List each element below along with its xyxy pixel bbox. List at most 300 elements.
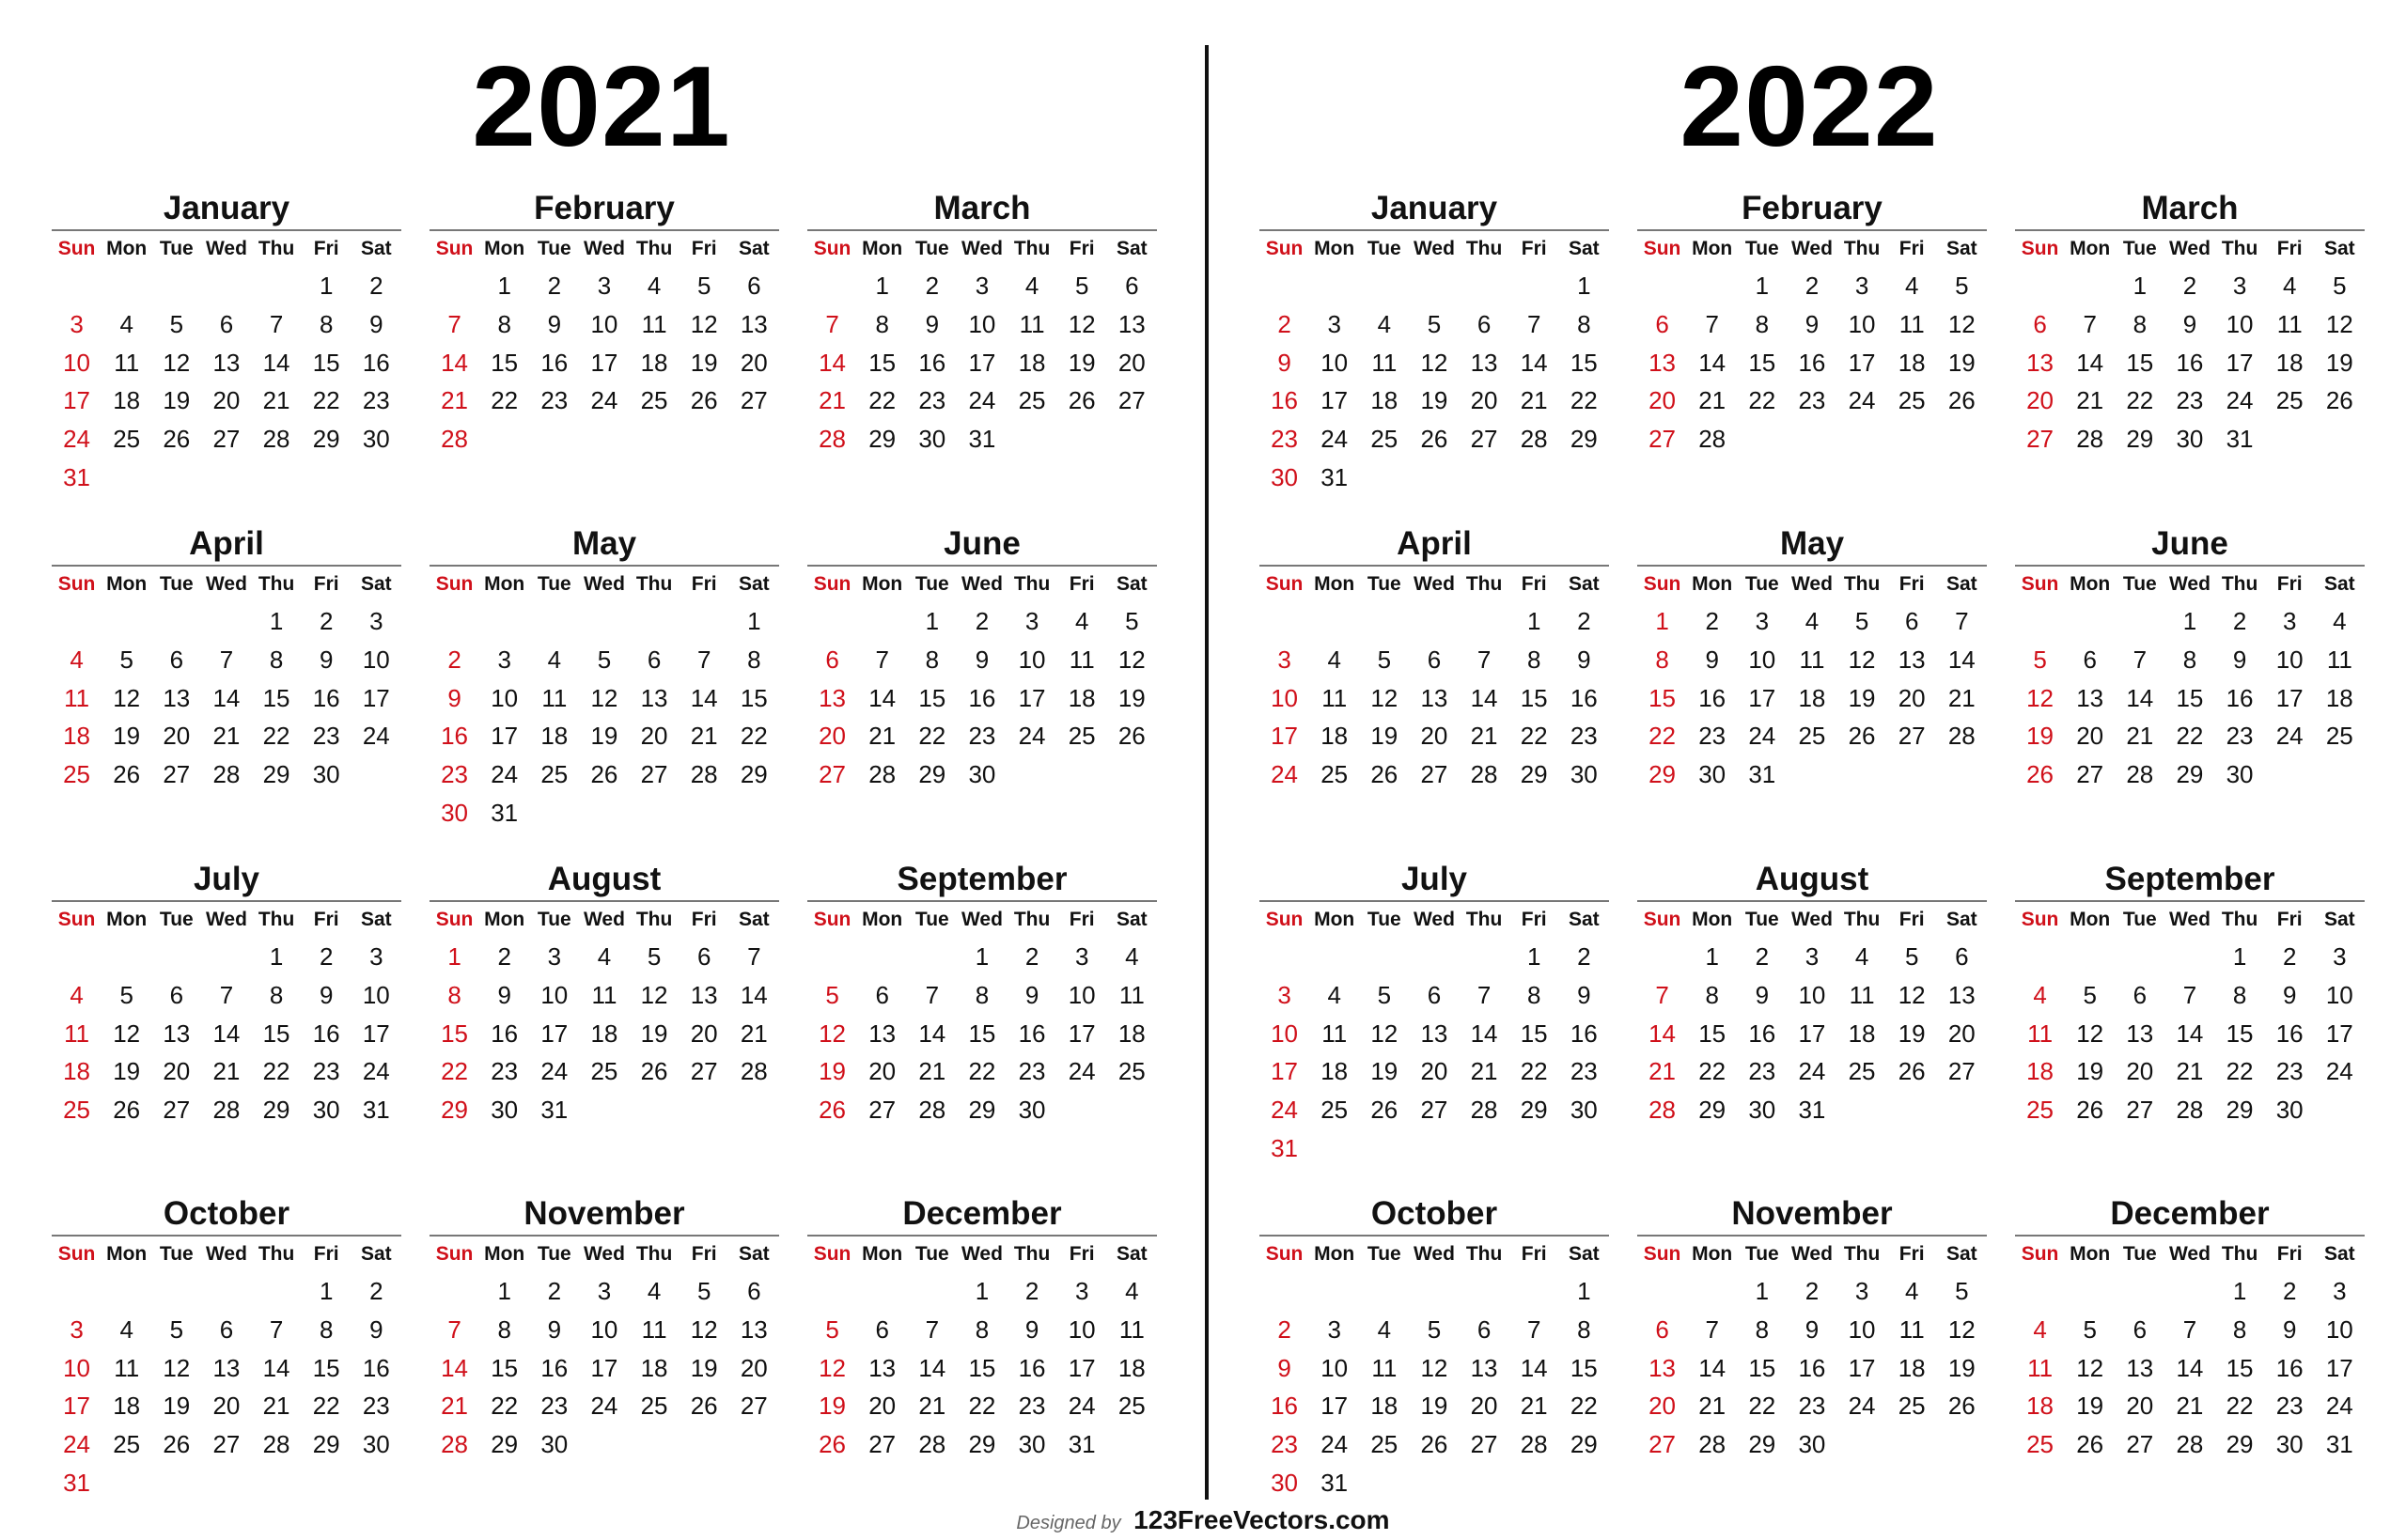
day-cell: 28 — [1648, 1096, 1677, 1125]
month-name: February — [534, 190, 675, 226]
week-row — [430, 1387, 779, 1425]
week-row — [52, 344, 401, 382]
weekday-label: Mon — [1314, 909, 1355, 930]
weekday-label: Sat — [1116, 573, 1148, 595]
empty-day — [1259, 602, 1309, 641]
day-cell: 23 — [312, 1057, 340, 1086]
day-cell: 15 — [312, 348, 340, 377]
weekday-label: Tue — [537, 909, 571, 930]
day-cell: 8 — [319, 1314, 334, 1344]
day-cell: 14 — [868, 683, 897, 712]
day-cell: 16 — [540, 1353, 569, 1382]
day-cell: 30 — [362, 425, 390, 454]
weekday-label: Sat — [1568, 238, 1600, 259]
day-cell: 30 — [1271, 1468, 1299, 1497]
day-cell: 24 — [1798, 1057, 1826, 1086]
weekday-header — [1259, 567, 1609, 602]
day-cell: 19 — [163, 1392, 191, 1421]
day-cell: 3 — [2333, 942, 2347, 971]
day-cell: 19 — [819, 1057, 847, 1086]
day-cell: 4 — [647, 272, 662, 300]
weekday-label: Fri — [691, 1243, 717, 1265]
year-title-2021: 2021 — [472, 42, 731, 170]
day-cell: 13 — [1470, 1353, 1498, 1382]
empty-day — [1887, 1425, 1937, 1464]
week-row — [52, 305, 401, 344]
day-cell: 5 — [1377, 980, 1392, 1009]
weekday-header — [2015, 1237, 2365, 1272]
day-cell: 21 — [262, 386, 290, 415]
day-cell: 14 — [212, 1019, 241, 1048]
day-cell: 8 — [497, 309, 511, 338]
weekday-label: Fri — [1521, 1243, 1547, 1265]
day-cell: 13 — [1898, 645, 1926, 674]
day-cell: 25 — [1370, 425, 1398, 454]
week-row — [1259, 641, 1609, 679]
weekday-label: Mon — [1692, 238, 1733, 259]
week-row — [1637, 1015, 1987, 1053]
day-cell: 11 — [541, 683, 568, 712]
weekday-label: Sun — [1643, 573, 1681, 595]
day-cell: 23 — [1798, 1392, 1826, 1421]
empty-day — [151, 602, 201, 641]
empty-day — [201, 938, 251, 976]
day-cell: 11 — [591, 980, 617, 1009]
day-cell: 24 — [540, 1057, 569, 1086]
weekday-header — [807, 1237, 1157, 1272]
weekday-label: Sat — [738, 573, 770, 595]
day-cell: 13 — [1470, 348, 1498, 377]
month-june-2021 — [807, 521, 1157, 794]
month-name: January — [1370, 190, 1498, 226]
day-cell: 16 — [1698, 683, 1726, 712]
week-row — [2015, 1425, 2365, 1464]
weekday-label: Sun — [813, 573, 851, 595]
day-cell: 30 — [1698, 760, 1726, 789]
day-cell: 17 — [1068, 1019, 1096, 1048]
day-cell: 10 — [1848, 309, 1876, 338]
empty-day — [579, 602, 629, 641]
day-cell: 31 — [968, 425, 996, 454]
weekday-label: Mon — [1692, 573, 1733, 595]
day-cell: 9 — [975, 645, 990, 674]
day-cell: 10 — [968, 309, 996, 338]
empty-day — [252, 1272, 302, 1311]
weekday-label: Thu — [1465, 1243, 1503, 1265]
day-cell: 3 — [1327, 309, 1341, 338]
day-cell: 9 — [1277, 348, 1291, 377]
weekday-label: Mon — [484, 1243, 525, 1265]
empty-day — [201, 267, 251, 305]
day-cell: 3 — [1074, 942, 1089, 971]
weekday-label: Mon — [1692, 909, 1733, 930]
day-cell: 23 — [491, 1057, 519, 1086]
month-march-2022 — [2015, 186, 2365, 459]
weekday-label: Sun — [57, 573, 96, 595]
day-cell: 22 — [491, 386, 519, 415]
day-cell: 13 — [212, 348, 241, 377]
weekday-label: Sun — [57, 238, 96, 259]
day-cell: 29 — [968, 1430, 996, 1459]
empty-day — [1637, 938, 1687, 976]
weekday-label: Sat — [360, 909, 392, 930]
day-cell: 28 — [1520, 425, 1548, 454]
day-cell: 24 — [1748, 722, 1776, 751]
day-cell: 2 — [2232, 607, 2247, 635]
week-row — [52, 602, 401, 641]
day-cell: 6 — [2133, 980, 2148, 1009]
month-name: January — [163, 190, 290, 226]
month-october-2022 — [1259, 1191, 1609, 1502]
day-cell: 9 — [319, 645, 334, 674]
weekday-label: Fri — [2276, 909, 2303, 930]
weekday-label: Sun — [1643, 1243, 1681, 1265]
weekday-label: Thu — [1465, 573, 1503, 595]
week-row — [2015, 755, 2365, 794]
empty-day — [1937, 1425, 1987, 1464]
weekday-label: Sun — [813, 909, 851, 930]
day-cell: 17 — [1848, 348, 1876, 377]
month-july-2021 — [52, 857, 401, 1129]
day-cell: 7 — [875, 645, 889, 674]
empty-day — [579, 794, 629, 832]
day-cell: 19 — [1370, 1057, 1398, 1086]
day-cell: 28 — [819, 425, 847, 454]
empty-day — [2164, 938, 2214, 976]
day-cell: 15 — [2226, 1019, 2254, 1048]
weekday-label: Tue — [914, 1243, 949, 1265]
day-cell: 1 — [2232, 1277, 2247, 1305]
weekday-label: Tue — [159, 238, 194, 259]
weekday-label: Tue — [537, 1243, 571, 1265]
weekday-label: Sun — [1643, 909, 1681, 930]
week-row — [1637, 976, 1987, 1015]
day-cell: 21 — [1470, 722, 1498, 751]
day-cell: 19 — [2076, 1057, 2104, 1086]
day-cell: 23 — [1570, 1057, 1598, 1086]
day-cell: 21 — [1520, 1392, 1548, 1421]
month-name: November — [523, 1195, 685, 1232]
day-cell: 4 — [119, 309, 133, 338]
weekday-label: Tue — [2122, 238, 2157, 259]
day-cell: 22 — [1520, 722, 1548, 751]
year-title-2022: 2022 — [1680, 42, 1939, 170]
day-cell: 3 — [1074, 1277, 1089, 1305]
day-cell: 31 — [63, 462, 91, 491]
day-cell: 6 — [219, 1314, 234, 1344]
day-cell: 3 — [1854, 1277, 1869, 1305]
day-cell: 18 — [63, 1057, 91, 1086]
day-cell: 10 — [2325, 980, 2353, 1009]
day-cell: 3 — [597, 272, 612, 300]
day-cell: 15 — [1748, 348, 1776, 377]
day-cell: 30 — [1748, 1096, 1776, 1125]
day-cell: 29 — [1748, 1430, 1776, 1459]
day-cell: 7 — [2083, 309, 2097, 338]
week-row — [2015, 717, 2365, 755]
day-cell: 25 — [2325, 722, 2353, 751]
empty-day — [1107, 1091, 1157, 1129]
day-cell: 5 — [597, 645, 612, 674]
day-cell: 1 — [2232, 942, 2247, 971]
day-cell: 24 — [491, 760, 519, 789]
day-cell: 19 — [1848, 683, 1876, 712]
day-cell: 28 — [740, 1057, 768, 1086]
month-name: June — [2151, 525, 2228, 562]
day-cell: 29 — [2126, 425, 2154, 454]
day-cell: 6 — [169, 645, 184, 674]
day-cell: 21 — [819, 386, 847, 415]
day-cell: 30 — [1018, 1096, 1046, 1125]
day-cell: 21 — [2176, 1392, 2204, 1421]
day-cell: 25 — [2275, 386, 2304, 415]
day-cell: 11 — [1898, 1314, 1925, 1344]
day-cell: 24 — [1848, 1392, 1876, 1421]
empty-day — [729, 420, 779, 459]
day-cell: 4 — [1377, 309, 1392, 338]
day-cell: 24 — [1068, 1057, 1096, 1086]
empty-day — [1008, 420, 1057, 459]
day-cell: 22 — [1570, 386, 1598, 415]
day-cell: 8 — [2133, 309, 2148, 338]
month-april-2022 — [1259, 521, 1609, 794]
day-cell: 7 — [1526, 309, 1541, 338]
day-cell: 13 — [2126, 1019, 2154, 1048]
day-cell: 2 — [319, 607, 334, 635]
empty-day — [1937, 1091, 1987, 1129]
day-cell: 22 — [312, 1392, 340, 1421]
day-cell: 4 — [1804, 607, 1820, 635]
empty-day — [1259, 1272, 1309, 1311]
week-row — [807, 755, 1157, 794]
weekday-label: Fri — [691, 909, 717, 930]
day-cell: 15 — [968, 1019, 996, 1048]
week-row — [807, 1272, 1157, 1311]
empty-day — [680, 794, 729, 832]
day-cell: 13 — [740, 309, 768, 338]
day-cell: 10 — [1320, 348, 1349, 377]
day-cell: 28 — [1520, 1430, 1548, 1459]
month-february-2022 — [1637, 186, 1987, 459]
day-cell: 12 — [819, 1353, 847, 1382]
week-row — [52, 1349, 401, 1388]
day-cell: 24 — [63, 1430, 91, 1459]
empty-day — [430, 602, 479, 641]
day-cell: 22 — [2226, 1057, 2254, 1086]
week-row — [430, 602, 779, 641]
day-cell: 26 — [2026, 760, 2054, 789]
day-cell: 1 — [497, 1277, 511, 1305]
day-cell: 2 — [1705, 607, 1719, 635]
week-row — [2015, 344, 2365, 382]
month-may-2021 — [430, 521, 779, 832]
day-cell: 12 — [1117, 645, 1146, 674]
empty-day — [1460, 602, 1509, 641]
day-cell: 21 — [1520, 386, 1548, 415]
day-cell: 18 — [1117, 1353, 1146, 1382]
day-cell: 9 — [925, 309, 940, 338]
day-cell: 8 — [447, 980, 461, 1009]
week-row — [2015, 1015, 2365, 1053]
empty-day — [807, 1272, 857, 1311]
day-cell: 6 — [696, 942, 711, 971]
day-cell: 29 — [312, 425, 340, 454]
day-cell: 27 — [2076, 760, 2104, 789]
week-row — [807, 1311, 1157, 1349]
weekday-label: Thu — [1013, 573, 1051, 595]
empty-day — [1509, 459, 1559, 497]
day-cell: 11 — [1799, 645, 1825, 674]
month-august-2021 — [430, 857, 779, 1129]
day-cell: 7 — [1476, 645, 1492, 674]
day-cell: 16 — [2226, 683, 2254, 712]
week-row — [1637, 1349, 1987, 1388]
empty-day — [529, 420, 579, 459]
day-cell: 25 — [540, 760, 569, 789]
month-june-2022 — [2015, 521, 2365, 794]
day-cell: 8 — [1755, 309, 1770, 338]
day-cell: 10 — [2226, 309, 2254, 338]
empty-day — [1509, 267, 1559, 305]
empty-day — [680, 602, 729, 641]
week-row — [52, 755, 401, 794]
day-cell: 4 — [1327, 645, 1341, 674]
weekday-label: Tue — [914, 573, 949, 595]
day-cell: 12 — [1370, 683, 1398, 712]
day-cell: 7 — [825, 309, 839, 338]
day-cell: 12 — [690, 1314, 718, 1344]
day-cell: 5 — [696, 272, 711, 300]
week-row — [807, 267, 1157, 305]
day-cell: 8 — [875, 309, 889, 338]
day-cell: 31 — [491, 798, 519, 827]
day-cell: 27 — [740, 386, 768, 415]
week-row — [52, 459, 401, 497]
day-cell: 18 — [1068, 683, 1096, 712]
day-cell: 16 — [362, 1353, 390, 1382]
day-cell: 8 — [2182, 645, 2197, 674]
day-cell: 18 — [1320, 722, 1349, 751]
day-cell: 9 — [1705, 645, 1719, 674]
day-cell: 20 — [1947, 1019, 1976, 1048]
empty-day — [151, 1272, 201, 1311]
empty-day — [1837, 420, 1887, 459]
day-cell: 29 — [2226, 1430, 2254, 1459]
weekday-header — [807, 567, 1157, 602]
day-cell: 30 — [1798, 1430, 1826, 1459]
day-cell: 5 — [1427, 309, 1442, 338]
day-cell: 24 — [1320, 1430, 1349, 1459]
day-cell: 26 — [1420, 1430, 1448, 1459]
day-cell: 11 — [1321, 683, 1348, 712]
day-cell: 29 — [1698, 1096, 1726, 1125]
footer-credit — [0, 1503, 2406, 1537]
empty-day — [1309, 1129, 1359, 1168]
day-cell: 17 — [63, 1392, 91, 1421]
week-row — [1259, 459, 1609, 497]
week-row — [807, 344, 1157, 382]
day-cell: 6 — [1476, 309, 1492, 338]
weekday-label: Thu — [1465, 238, 1503, 259]
day-cell: 24 — [63, 425, 91, 454]
day-cell: 26 — [113, 1096, 141, 1125]
day-cell: 1 — [1526, 607, 1541, 635]
empty-day — [2015, 1272, 2065, 1311]
week-row — [1259, 1052, 1609, 1091]
day-cell: 7 — [925, 1314, 940, 1344]
day-cell: 4 — [1327, 980, 1341, 1009]
day-cell: 17 — [2275, 683, 2304, 712]
weekday-label: Thu — [1013, 238, 1051, 259]
day-cell: 14 — [2126, 683, 2154, 712]
day-cell: 6 — [1427, 980, 1442, 1009]
day-cell: 19 — [1117, 683, 1146, 712]
day-cell: 22 — [1648, 722, 1677, 751]
day-cell: 9 — [319, 980, 334, 1009]
day-cell: 6 — [875, 980, 889, 1009]
week-row — [52, 1311, 401, 1349]
day-cell: 28 — [2126, 760, 2154, 789]
empty-day — [102, 267, 151, 305]
week-row — [1259, 1311, 1609, 1349]
day-cell: 12 — [1898, 980, 1926, 1009]
day-cell: 8 — [1577, 309, 1591, 338]
day-cell: 2 — [1804, 272, 1820, 300]
week-row — [807, 1052, 1157, 1091]
day-cell: 25 — [640, 1392, 668, 1421]
day-cell: 13 — [1117, 309, 1146, 338]
weekday-label: Tue — [537, 573, 571, 595]
weekday-header — [430, 902, 779, 938]
empty-day — [907, 938, 957, 976]
day-cell: 22 — [1570, 1392, 1598, 1421]
empty-day — [1637, 1272, 1687, 1311]
weekday-label: Wed — [205, 573, 247, 595]
weekday-label: Sun — [435, 1243, 474, 1265]
empty-day — [1509, 1272, 1559, 1311]
day-cell: 8 — [747, 645, 761, 674]
weekday-label: Fri — [1898, 238, 1925, 259]
day-cell: 4 — [70, 980, 84, 1009]
empty-day — [807, 267, 857, 305]
day-cell: 30 — [441, 798, 469, 827]
day-cell: 13 — [2026, 348, 2054, 377]
week-row — [1259, 420, 1609, 459]
day-cell: 1 — [975, 1277, 990, 1305]
day-cell: 8 — [975, 1314, 990, 1344]
day-cell: 18 — [2275, 348, 2304, 377]
day-cell: 20 — [2126, 1392, 2154, 1421]
weekday-label: Sat — [360, 238, 392, 259]
empty-day — [2015, 938, 2065, 976]
day-cell: 11 — [114, 1353, 140, 1382]
day-cell: 27 — [212, 1430, 241, 1459]
day-cell: 17 — [63, 386, 91, 415]
day-cell: 13 — [868, 1353, 897, 1382]
weekday-label: Sat — [738, 909, 770, 930]
day-cell: 19 — [1947, 348, 1976, 377]
weekday-label: Tue — [159, 573, 194, 595]
day-cell: 1 — [875, 272, 889, 300]
day-cell: 14 — [819, 348, 847, 377]
day-cell: 11 — [1898, 309, 1925, 338]
day-cell: 10 — [1320, 1353, 1349, 1382]
day-cell: 16 — [491, 1019, 519, 1048]
week-row — [430, 679, 779, 718]
day-cell: 12 — [590, 683, 618, 712]
day-cell: 14 — [1470, 1019, 1498, 1048]
day-cell: 30 — [1271, 462, 1299, 491]
